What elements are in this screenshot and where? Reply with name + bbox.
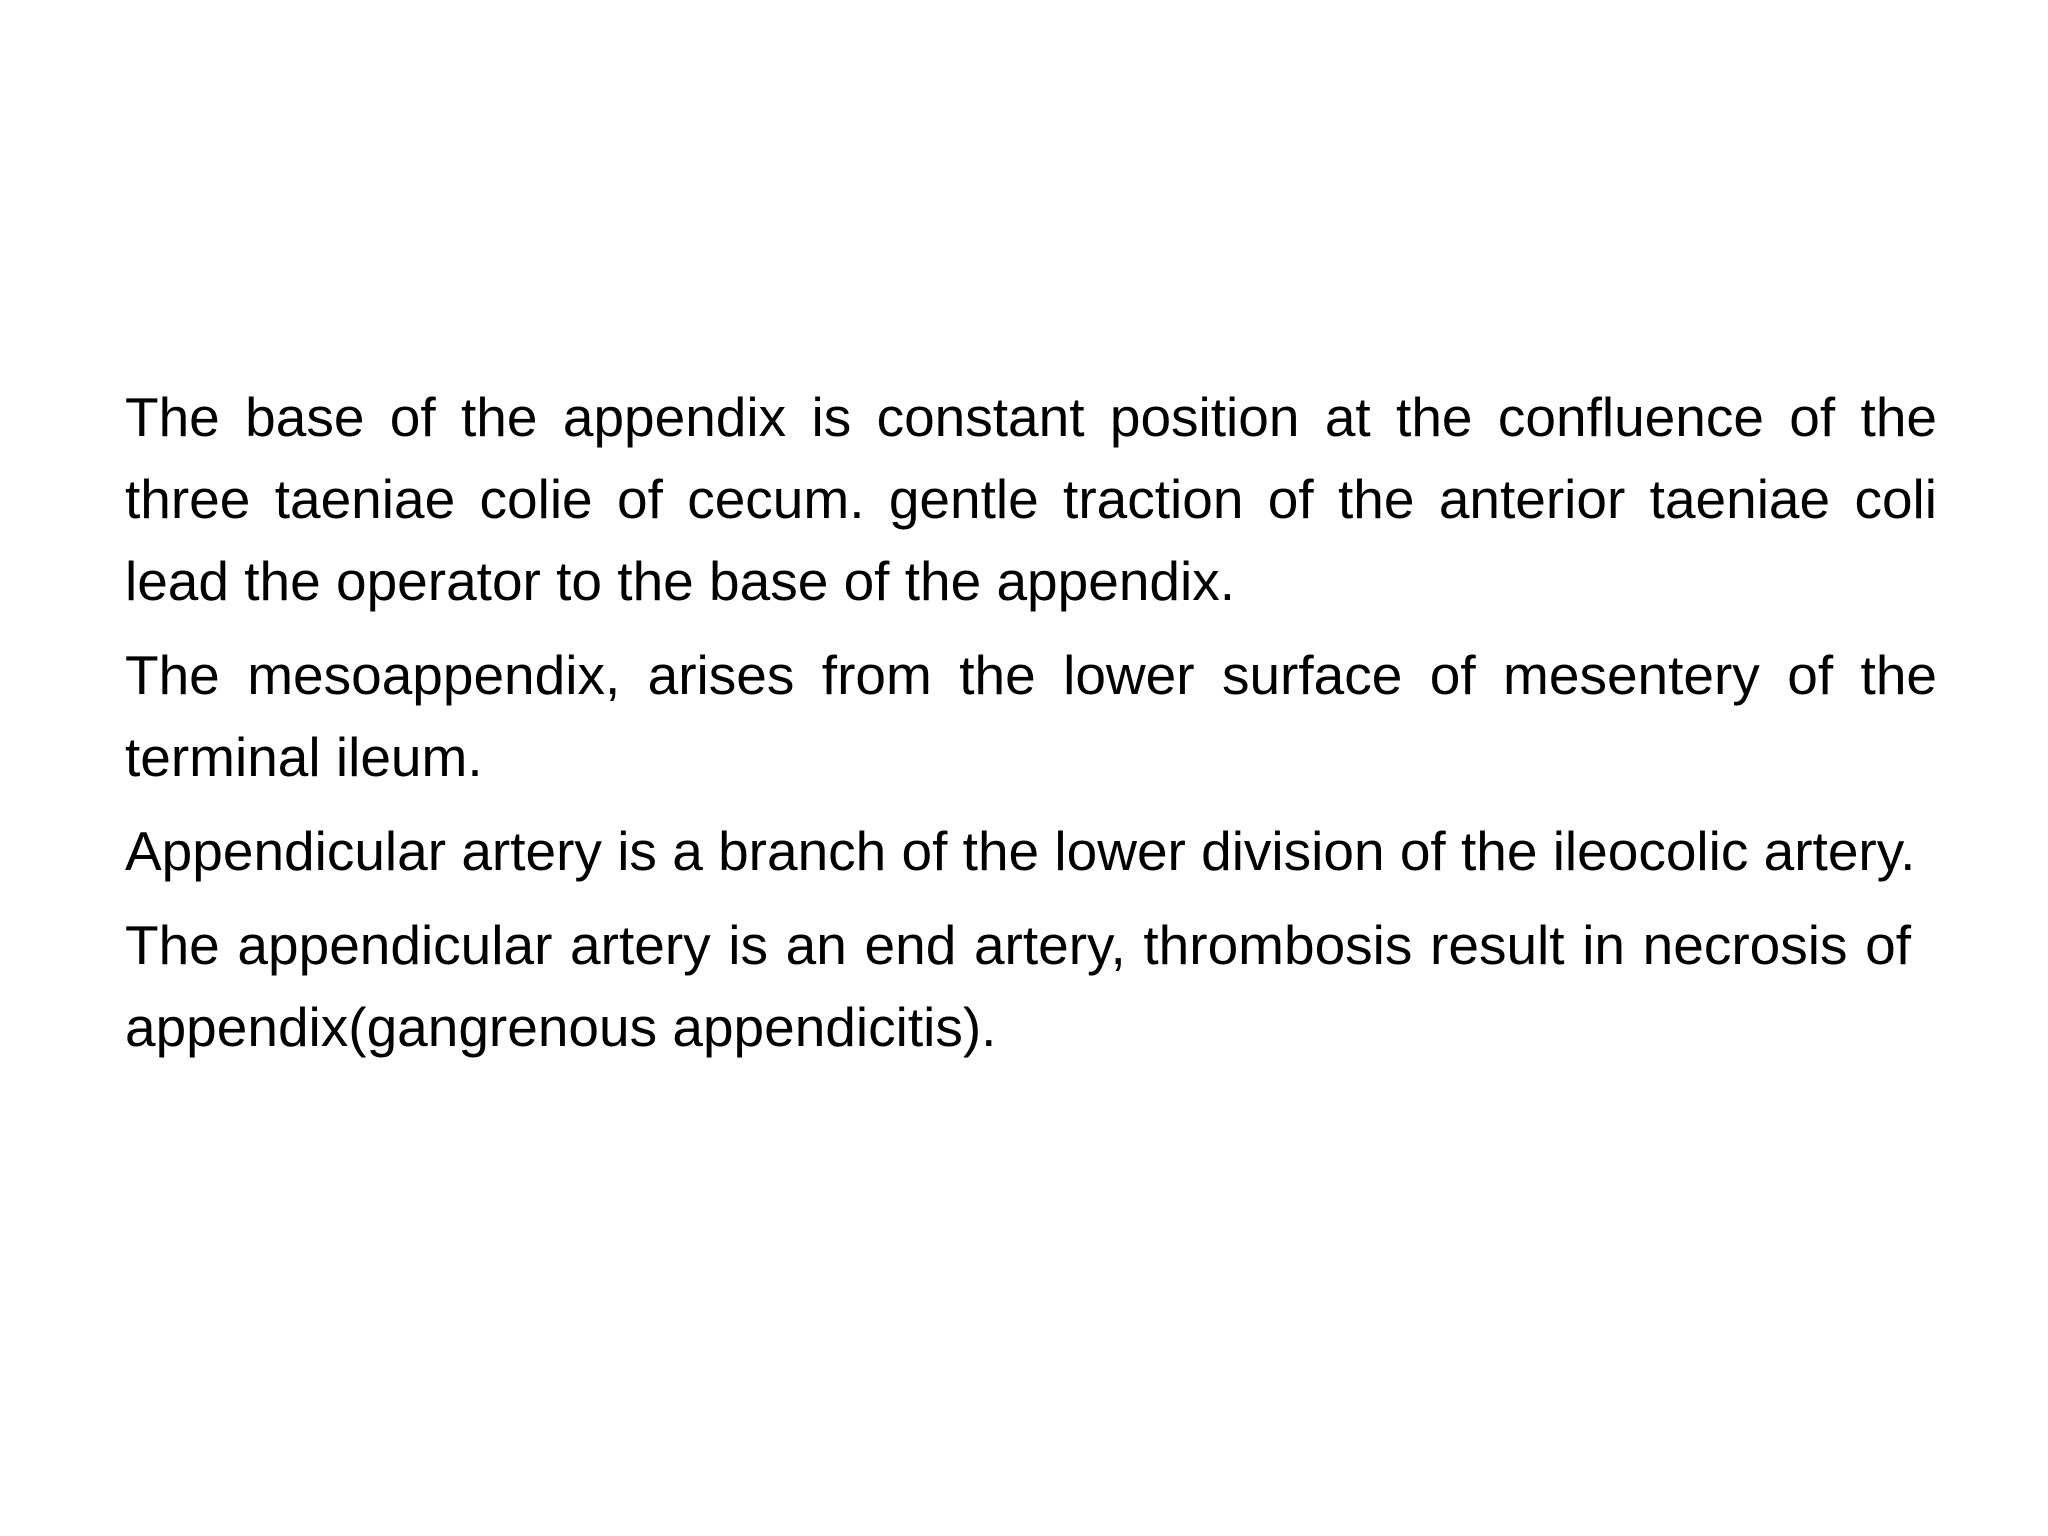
slide-body-text (125, 376, 1937, 1080)
paragraph-mesoappendix: The mesoappendix, arises from the lower surface of mesentery of the terminal ileum. (125, 644, 1937, 788)
paragraph-appendix-base: The base of the appendix is constant position at the confluence of the three taeniae colie of cecum. gentle traction of the anterior taeniae coli lead the operator to the base of the appendix. (125, 386, 1937, 612)
paragraph-end-artery: The appendicular artery is an end artery, thrombosis result in necrosis of appendix(gangrenous appendicitis). (125, 914, 1911, 1058)
paragraph-appendicular-artery-branch: Appendicular artery is a branch of the lower division of the ileocolic artery. (125, 820, 1916, 882)
